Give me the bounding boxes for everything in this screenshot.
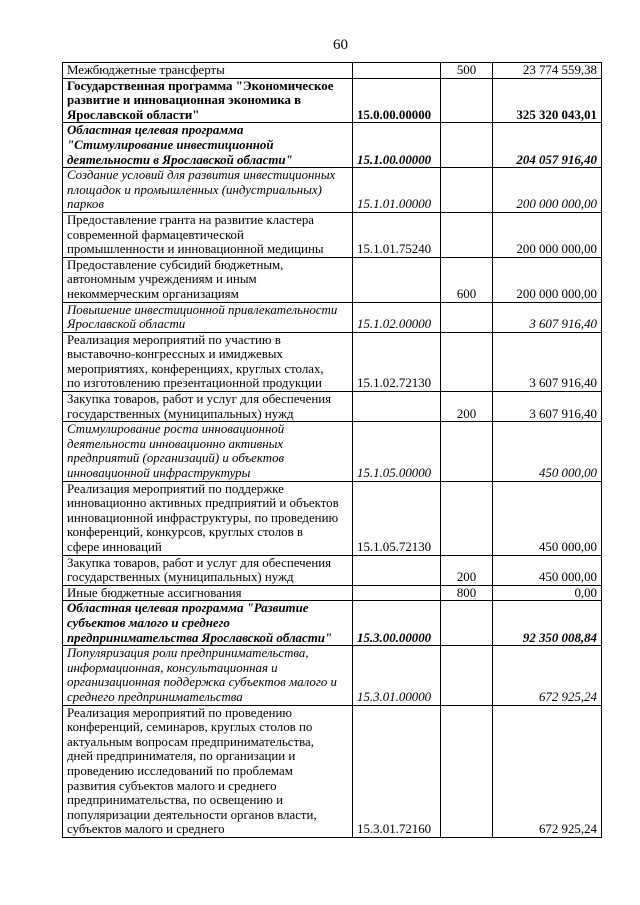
row-amount-cell: 23 774 559,38 <box>493 63 602 79</box>
row-type-cell <box>441 212 493 257</box>
row-amount-cell: 672 925,24 <box>493 646 602 705</box>
page-number: 60 <box>333 37 348 53</box>
row-name-cell: Областная целевая программа "Развитие субъектов малого и среднего предпринимательства Ярославской области" <box>63 601 353 646</box>
row-code-cell <box>353 63 441 79</box>
budget-table-body <box>63 63 602 838</box>
table-row <box>63 646 602 705</box>
row-amount-cell: 450 000,00 <box>493 422 602 481</box>
table-row <box>63 123 602 168</box>
table-row <box>63 78 602 123</box>
row-name-cell: Реализация мероприятий по поддержке инновационно активных предприятий и объектов инновационной инфраструктуры, по проведению конференций, конкурсов, круглых столов в сфере инноваций <box>63 481 353 555</box>
row-code-cell <box>353 392 441 422</box>
row-amount-cell: 200 000 000,00 <box>493 168 602 213</box>
row-type-cell: 800 <box>441 585 493 601</box>
row-type-cell: 500 <box>441 63 493 79</box>
row-amount-cell: 450 000,00 <box>493 555 602 585</box>
row-amount-cell: 325 320 043,01 <box>493 78 602 123</box>
row-name-cell: Государственная программа "Экономическое развитие и инновационная экономика в Ярославской области" <box>63 78 353 123</box>
row-type-cell <box>441 422 493 481</box>
row-code-cell: 15.3.01.72160 <box>353 705 441 837</box>
table-row <box>63 302 602 332</box>
table-row <box>63 422 602 481</box>
row-code-cell <box>353 257 441 302</box>
row-amount-cell: 3 607 916,40 <box>493 392 602 422</box>
row-amount-cell: 200 000 000,00 <box>493 257 602 302</box>
row-amount-cell: 450 000,00 <box>493 481 602 555</box>
row-code-cell: 15.1.02.72130 <box>353 332 441 391</box>
row-name-cell: Создание условий для развития инвестиционных площадок и промышленных (индустриальных) парков <box>63 168 353 213</box>
row-amount-cell: 3 607 916,40 <box>493 332 602 391</box>
row-name-cell: Стимулирование роста инновационной деятельности инновационно активных предприятий (организаций) и объектов инновационной инфраструктуры <box>63 422 353 481</box>
row-type-cell <box>441 705 493 837</box>
row-type-cell <box>441 332 493 391</box>
row-name-cell: Областная целевая программа "Стимулирование инвестиционной деятельности в Ярославской области" <box>63 123 353 168</box>
row-amount-cell: 200 000 000,00 <box>493 212 602 257</box>
table-row <box>63 601 602 646</box>
row-code-cell: 15.1.02.00000 <box>353 302 441 332</box>
row-name-cell: Популяризация роли предпринимательства, информационная, консультационная и организационная поддержка субъектов малого и среднего предпринимательства <box>63 646 353 705</box>
table-row <box>63 705 602 837</box>
row-code-cell: 15.3.00.00000 <box>353 601 441 646</box>
row-type-cell <box>441 78 493 123</box>
row-amount-cell: 204 057 916,40 <box>493 123 602 168</box>
row-code-cell: 15.1.00.00000 <box>353 123 441 168</box>
row-name-cell: Иные бюджетные ассигнования <box>63 585 353 601</box>
row-type-cell <box>441 302 493 332</box>
row-code-cell: 15.1.05.72130 <box>353 481 441 555</box>
row-type-cell <box>441 123 493 168</box>
table-row <box>63 481 602 555</box>
row-code-cell: 15.1.01.00000 <box>353 168 441 213</box>
row-name-cell: Закупка товаров, работ и услуг для обеспечения государственных (муниципальных) нужд <box>63 392 353 422</box>
row-name-cell: Закупка товаров, работ и услуг для обеспечения государственных (муниципальных) нужд <box>63 555 353 585</box>
table-row <box>63 555 602 585</box>
row-code-cell: 15.1.05.00000 <box>353 422 441 481</box>
row-amount-cell: 92 350 008,84 <box>493 601 602 646</box>
table-row <box>63 212 602 257</box>
row-amount-cell: 3 607 916,40 <box>493 302 602 332</box>
row-name-cell: Предоставление гранта на развитие кластера современной фармацевтической промышленности и инновационной медицины <box>63 212 353 257</box>
row-code-cell <box>353 585 441 601</box>
row-amount-cell: 672 925,24 <box>493 705 602 837</box>
table-row <box>63 168 602 213</box>
table-row <box>63 63 602 79</box>
row-type-cell: 200 <box>441 392 493 422</box>
row-type-cell: 600 <box>441 257 493 302</box>
row-name-cell: Межбюджетные трансферты <box>63 63 353 79</box>
row-amount-cell: 0,00 <box>493 585 602 601</box>
row-type-cell: 200 <box>441 555 493 585</box>
row-type-cell <box>441 168 493 213</box>
row-name-cell: Предоставление субсидий бюджетным, автономным учреждениям и иным некоммерческим организациям <box>63 257 353 302</box>
table-row <box>63 257 602 302</box>
row-code-cell: 15.0.00.00000 <box>353 78 441 123</box>
row-type-cell <box>441 481 493 555</box>
budget-table <box>62 62 602 838</box>
row-type-cell <box>441 601 493 646</box>
row-type-cell <box>441 646 493 705</box>
row-name-cell: Реализация мероприятий по проведению конференций, семинаров, круглых столов по актуальным вопросам предпринимательства, дней предпринимателя, по организации и проведению исследований по проблемам развития субъектов малого и среднего предпринимательства, по освещению и популяризации деятельности органов власти, субъектов малого и среднего <box>63 705 353 837</box>
row-code-cell: 15.3.01.00000 <box>353 646 441 705</box>
table-row <box>63 332 602 391</box>
row-code-cell: 15.1.01.75240 <box>353 212 441 257</box>
table-row <box>63 585 602 601</box>
row-name-cell: Повышение инвестиционной привлекательности Ярославской области <box>63 302 353 332</box>
row-code-cell <box>353 555 441 585</box>
table-row <box>63 392 602 422</box>
row-name-cell: Реализация мероприятий по участию в выставочно-конгрессных и имиджевых мероприятиях, конференциях, круглых столах, по изготовлению презентационной продукции <box>63 332 353 391</box>
